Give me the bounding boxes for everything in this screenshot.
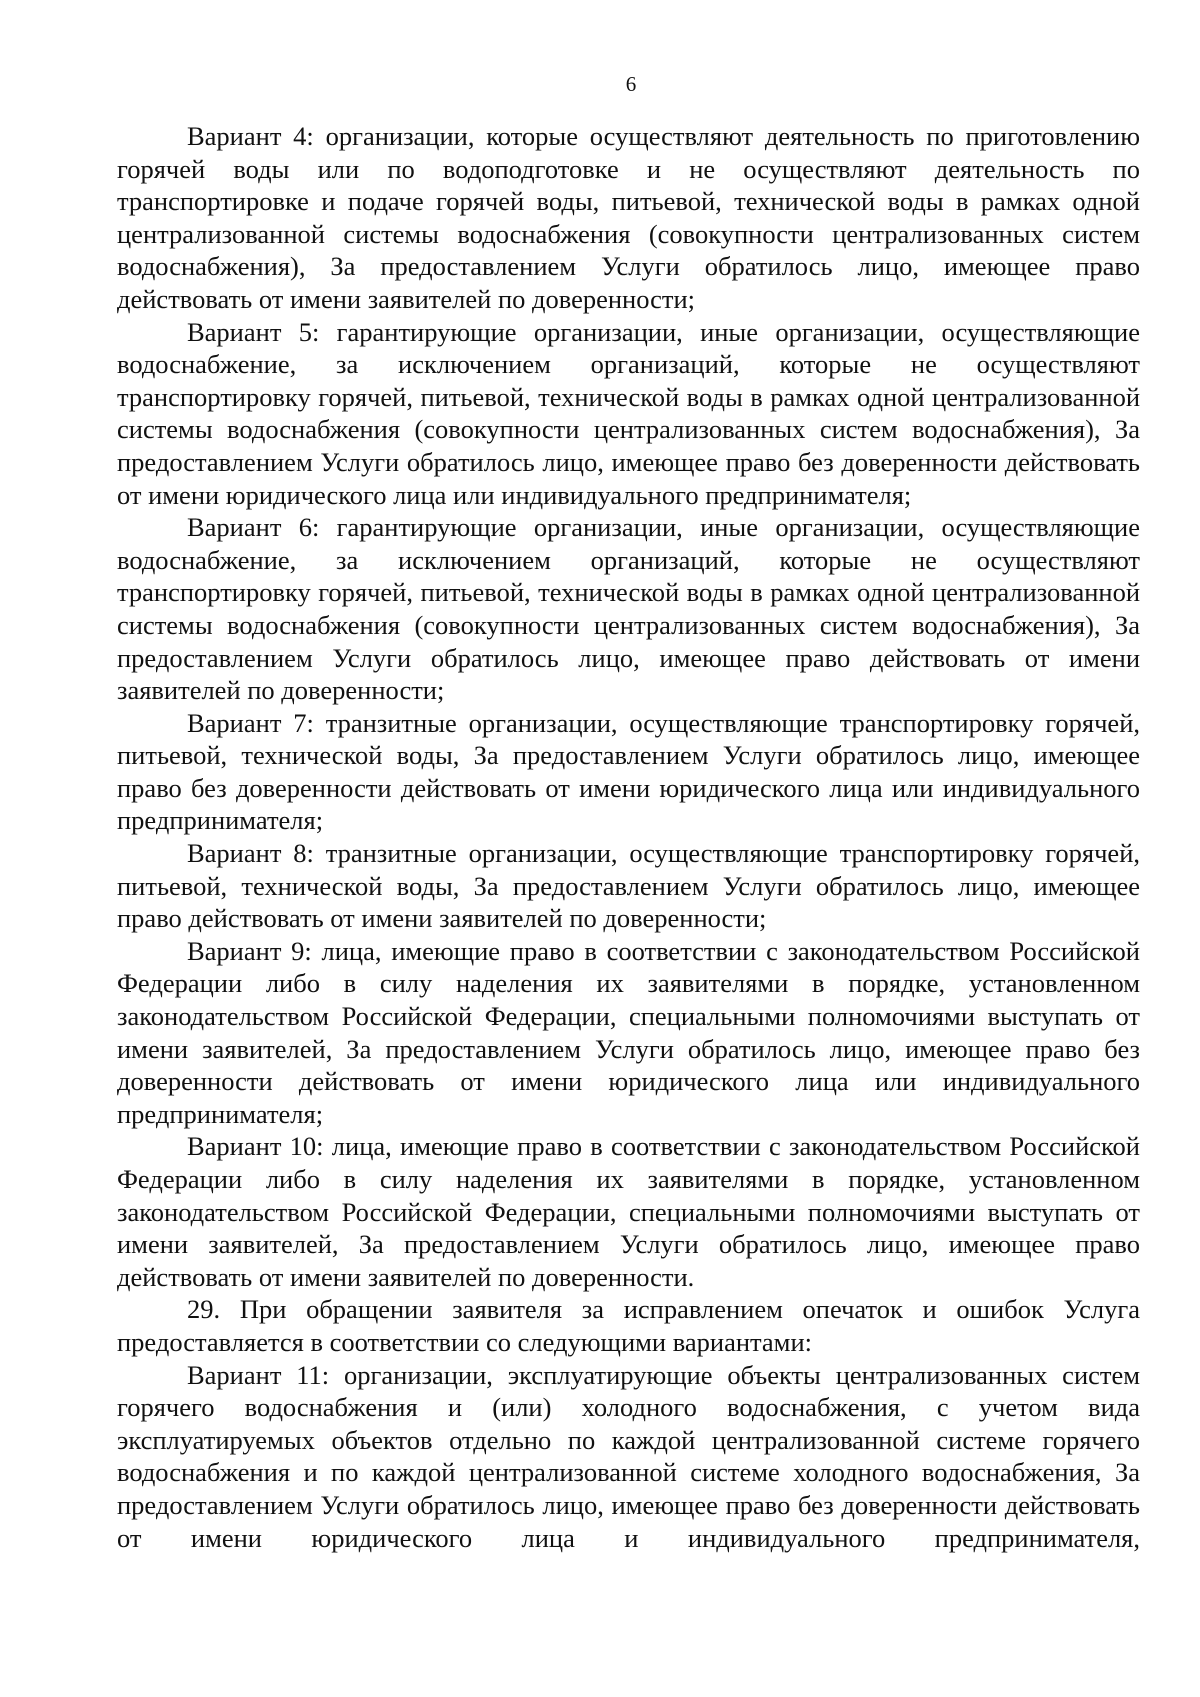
paragraph-item-29: 29. При обращении заявителя за исправлением опечаток и ошибок Услуга предоставляется в соответствии со следующими вариантами: xyxy=(117,1294,1140,1357)
paragraph-variant-11: Вариант 11: организации, эксплуатирующие объекты централизованных систем горячего водоснабжения и (или) холодного водоснабжения, с учетом вида эксплуатируемых объектов отдельно по каждой централизованной системе горячего водоснабжения и по каждой централизованной системе холодного водоснабжения, За предоставлением Услуги обратилось лицо, имеющее право без доверенности действовать от имени юридического лица и индивидуального предпринимателя, xyxy=(117,1359,1140,1553)
paragraph-variant-10: Вариант 10: лица, имеющие право в соответствии с законодательством Российской Федерации либо в силу наделения их заявителями в порядке, установленном законодательством Российской Федерации, специальными полномочиями выступать от имени заявителей, За предоставлением Услуги обратилось лицо, имеющее право действовать от имени заявителей по доверенности. xyxy=(117,1131,1140,1292)
paragraph-variant-5: Вариант 5: гарантирующие организации, иные организации, осуществляющие водоснабжение, за исключением организаций, которые не осуществляют транспортировку горячей, питьевой, технической воды в рамках одной централизованной системы водоснабжения (совокупности централизованных систем водоснабжения), За предоставлением Услуги обратилось лицо, имеющее право без доверенности действовать от имени юридического лица или индивидуального предпринимателя; xyxy=(117,316,1140,510)
paragraph-variant-4: Вариант 4: организации, которые осуществляют деятельность по приготовлению горячей воды или по водоподготовке и не осуществляют деятельность по транспортировке и подаче горячей воды, питьевой, технической воды в рамках одной централизованной системы водоснабжения (совокупности централизованных систем водоснабжения), За предоставлением Услуги обратилось лицо, имеющее право действовать от имени заявителей по доверенности; xyxy=(117,121,1140,314)
page-number: 6 xyxy=(625,72,637,96)
paragraph-variant-9: Вариант 9: лица, имеющие право в соответствии с законодательством Российской Федерации либо в силу наделения их заявителями в порядке, установленном законодательством Российской Федерации, специальными полномочиями выступать от имени заявителей, За предоставлением Услуги обратилось лицо, имеющее право без доверенности действовать от имени юридического лица или индивидуального предпринимателя; xyxy=(117,935,1140,1129)
paragraph-variant-7: Вариант 7: транзитные организации, осуществляющие транспортировку горячей, питьевой, технической воды, За предоставлением Услуги обратилось лицо, имеющее право без доверенности действовать от имени юридического лица или индивидуального предпринимателя; xyxy=(117,707,1140,836)
document-body xyxy=(117,120,1140,1554)
paragraph-variant-8: Вариант 8: транзитные организации, осуществляющие транспортировку горячей, питьевой, технической воды, За предоставлением Услуги обратилось лицо, имеющее право действовать от имени заявителей по доверенности; xyxy=(117,838,1140,934)
paragraph-variant-6: Вариант 6: гарантирующие организации, иные организации, осуществляющие водоснабжение, за исключением организаций, которые не осуществляют транспортировку горячей, питьевой, технической воды в рамках одной централизованной системы водоснабжения (совокупности централизованных систем водоснабжения), За предоставлением Услуги обратилось лицо, имеющее право действовать от имени заявителей по доверенности; xyxy=(117,512,1140,706)
